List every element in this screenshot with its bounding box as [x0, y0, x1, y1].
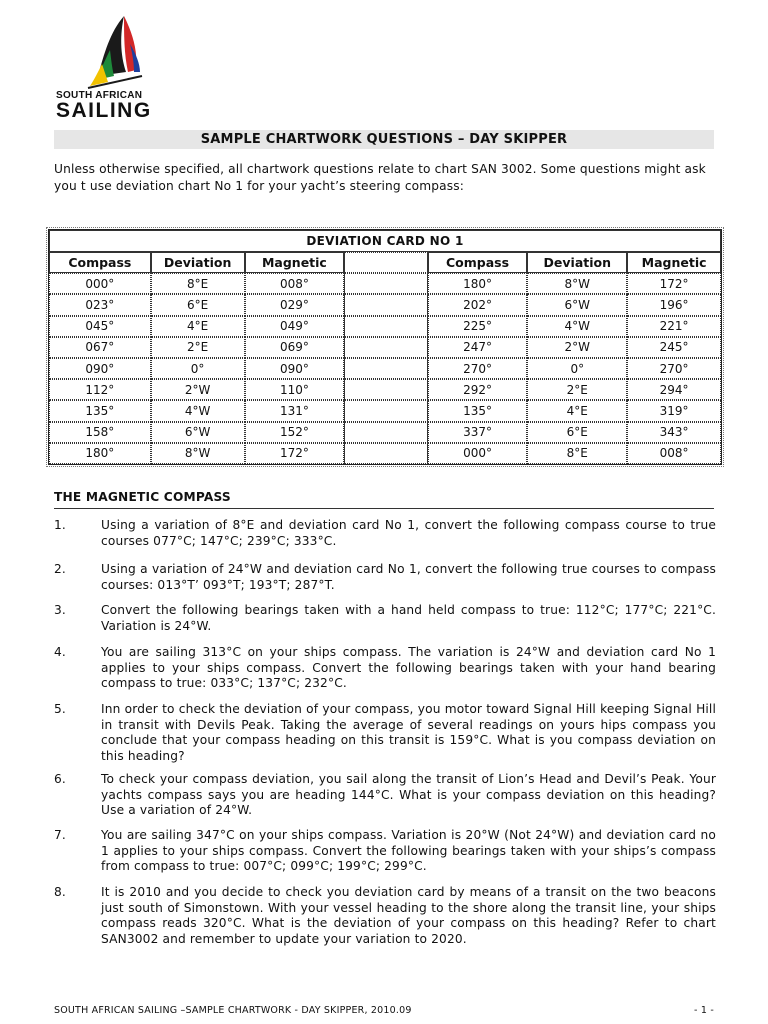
table-spacer: [344, 337, 427, 358]
table-cell: 8°E: [527, 443, 627, 464]
table-cell: 337°: [428, 422, 528, 443]
question-text: It is 2010 and you decide to check you deviation card by means of a transit on the two beacons just south of Simonstown. With your vessel heading to the shore along the transit line, your ships compass reads 320°C. What is the deviation of your compass on this heading? Refer to chart SAN3002 and remember to update your variation to 2020.: [101, 885, 716, 946]
table-row: [49, 337, 721, 358]
footer: [54, 1005, 714, 1016]
table-cell: 023°: [49, 294, 151, 315]
table-row: [49, 422, 721, 443]
column-header: Compass: [428, 252, 528, 273]
logo: [56, 14, 176, 120]
footer-text: SOUTH AFRICAN SAILING –SAMPLE CHARTWORK - DAY SKIPPER, 2010.09: [54, 1005, 412, 1016]
table-cell: 4°E: [527, 400, 627, 421]
table-cell: 0°: [151, 358, 245, 379]
question-item: [54, 645, 716, 692]
table-cell: 6°W: [527, 294, 627, 315]
table-cell: 202°: [428, 294, 528, 315]
table-cell: 069°: [245, 337, 345, 358]
question-item: [54, 562, 716, 593]
question-number: 6.: [54, 772, 66, 786]
table-cell: 180°: [49, 443, 151, 464]
table-cell: 029°: [245, 294, 345, 315]
table-cell: 000°: [428, 443, 528, 464]
question-text: Using a variation of 24°W and deviation card No 1, convert the following true courses to compass courses: 013°T’ 093°T; 193°T; 287°T.: [101, 562, 716, 592]
table-cell: 4°W: [151, 400, 245, 421]
table-cell: 221°: [627, 316, 721, 337]
table-cell: 2°E: [527, 379, 627, 400]
column-header: Deviation: [527, 252, 627, 273]
table-cell: 6°E: [151, 294, 245, 315]
table-spacer: [344, 316, 427, 337]
table-cell: 319°: [627, 400, 721, 421]
table-cell: 172°: [245, 443, 345, 464]
question-number: 4.: [54, 645, 66, 659]
column-header: Compass: [49, 252, 151, 273]
table-cell: 294°: [627, 379, 721, 400]
table-cell: 172°: [627, 273, 721, 294]
table-spacer: [344, 294, 427, 315]
table-row: [49, 273, 721, 294]
table-row: [49, 358, 721, 379]
table-row: [49, 443, 721, 464]
table-cell: 247°: [428, 337, 528, 358]
table-row: [49, 400, 721, 421]
column-header: Deviation: [151, 252, 245, 273]
table-spacer: [344, 400, 427, 421]
table-cell: 2°E: [151, 337, 245, 358]
table-spacer: [344, 379, 427, 400]
question-text: Using a variation of 8°E and deviation card No 1, convert the following compass course to true courses 077°C; 147°C; 239°C; 333°C.: [101, 518, 716, 548]
table-cell: 180°: [428, 273, 528, 294]
section-heading: THE MAGNETIC COMPASS: [54, 490, 714, 509]
table-cell: 090°: [49, 358, 151, 379]
question-item: [54, 772, 716, 819]
question-item: [54, 828, 716, 875]
question-item: [54, 518, 716, 549]
question-item: [54, 702, 716, 764]
table-cell: 245°: [627, 337, 721, 358]
question-number: 8.: [54, 885, 66, 899]
question-number: 3.: [54, 603, 66, 617]
table-cell: 112°: [49, 379, 151, 400]
table-cell: 292°: [428, 379, 528, 400]
table-cell: 4°W: [527, 316, 627, 337]
table-cell: 008°: [627, 443, 721, 464]
table-row: [49, 379, 721, 400]
column-header: Magnetic: [627, 252, 721, 273]
table-row: [49, 316, 721, 337]
table-cell: 4°E: [151, 316, 245, 337]
table-cell: 270°: [627, 358, 721, 379]
table-cell: 343°: [627, 422, 721, 443]
table-spacer: [344, 422, 427, 443]
table-cell: 8°W: [527, 273, 627, 294]
question-text: You are sailing 347°C on your ships compass. Variation is 20°W (Not 24°W) and deviation card no 1 applies to your ships compass. Convert the following bearings taken with your ships’s compass from compass to true: 007°C; 099°C; 199°C; 299°C.: [101, 828, 716, 874]
question-item: [54, 603, 716, 634]
table-cell: 196°: [627, 294, 721, 315]
table-cell: 6°E: [527, 422, 627, 443]
table-spacer: [344, 252, 427, 273]
table-cell: 225°: [428, 316, 528, 337]
table-cell: 000°: [49, 273, 151, 294]
table-cell: 2°W: [151, 379, 245, 400]
table-cell: 008°: [245, 273, 345, 294]
table-cell: 270°: [428, 358, 528, 379]
logo-text-top: SOUTH AFRICAN: [56, 90, 143, 101]
question-item: [54, 885, 716, 947]
question-text: Convert the following bearings taken with a hand held compass to true: 112°C; 177°C; 221°C. Variation is 24°W.: [101, 603, 716, 633]
table-cell: 049°: [245, 316, 345, 337]
question-text: Inn order to check the deviation of your compass, you motor toward Signal Hill keeping Signal Hill in transit with Devils Peak. Taking the average of several readings on yours hips compass you conclude that your compass heading on this transit is 159°C. What is you compass deviation on this heading?: [101, 702, 716, 763]
question-number: 5.: [54, 702, 66, 716]
question-text: You are sailing 313°C on your ships compass. The variation is 24°W and deviation card No 1 applies to your ships compass. Convert the following bearings taken with your hand bearing compass to true: 033°C; 137°C; 232°C.: [101, 645, 716, 691]
deviation-card-caption: DEVIATION CARD NO 1: [49, 230, 721, 252]
page-title: SAMPLE CHARTWORK QUESTIONS – DAY SKIPPER: [54, 130, 714, 149]
question-text: To check your compass deviation, you sail along the transit of Lion’s Head and Devil’s Peak. Your yachts compass says you are heading 144°C. What is your compass deviation on this heading? Use a variation of 24°W.: [101, 772, 716, 818]
table-cell: 158°: [49, 422, 151, 443]
deviation-card-table: [48, 229, 722, 465]
table-row: [49, 294, 721, 315]
sail-logo-icon: [80, 14, 152, 90]
question-number: 2.: [54, 562, 66, 576]
table-spacer: [344, 273, 427, 294]
table-cell: 067°: [49, 337, 151, 358]
table-cell: 6°W: [151, 422, 245, 443]
table-cell: 045°: [49, 316, 151, 337]
logo-text-main: SAILING: [56, 99, 152, 122]
table-cell: 110°: [245, 379, 345, 400]
table-cell: 8°W: [151, 443, 245, 464]
table-cell: 090°: [245, 358, 345, 379]
table-cell: 135°: [49, 400, 151, 421]
table-cell: 135°: [428, 400, 528, 421]
question-number: 7.: [54, 828, 66, 842]
table-spacer: [344, 443, 427, 464]
table-cell: 8°E: [151, 273, 245, 294]
table-cell: 152°: [245, 422, 345, 443]
table-cell: 131°: [245, 400, 345, 421]
column-header: Magnetic: [245, 252, 345, 273]
intro-paragraph: Unless otherwise specified, all chartwork questions relate to chart SAN 3002. Some questions might ask you t use deviation chart No 1 for your yacht’s steering compass:: [54, 162, 706, 193]
table-cell: 2°W: [527, 337, 627, 358]
table-cell: 0°: [527, 358, 627, 379]
question-number: 1.: [54, 518, 66, 532]
table-spacer: [344, 358, 427, 379]
table-header-row: [49, 252, 721, 273]
page-number: - 1 -: [694, 1005, 714, 1016]
